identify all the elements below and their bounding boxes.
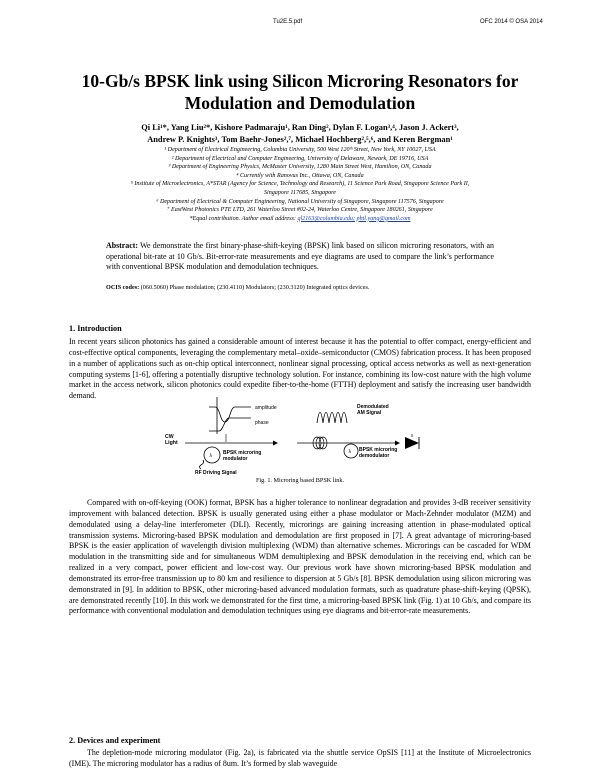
abstract-text: We demonstrate the first binary-phase-shift-keying (BPSK) link based on silicon microring resonators, with an operational bit-rate at 10 Gb/s. Bit-error-rate measurements and eye diagrams are used to compare the link’s performance with conventional BPSK modulation and demodulation techniques. (106, 241, 494, 272)
label-rf-driving-signal: RF Driving Signal (195, 470, 237, 476)
modulator-ring (204, 447, 220, 463)
section-1-paragraph-1: In recent years silicon photonics has gained a considerable amount of interest because it has the potential to offer compact, energy-efficient and cost-effective optical components, leveraging the complementary metal–oxide–semiconductor (CMOS) fabrication process. It has been proposed in a number of applications such as on-chip optical interconnect, nonlinear signal processing, optical access networks as well as next-generation computing systems [1-6], offering a potentially disruptive technology solution. For instance, combining its low-cost nature with the high volume market in the access network, silicon photonics could expedite fiber-to-the-home (FTTH) deployment and satisfy the increasing user bandwidth demand. (69, 337, 531, 401)
ocis-codes: OCIS codes: (060.5060) Phase modulation; (230.4110) Modulators; (230.3120) Integrated optics devices. (106, 284, 370, 291)
section-2-paragraph: The depletion-mode microring modulator (Fig. 2a), is fabricated via the shuttle service OpSIS [11] at the Institute of Microelectronics (IME). The microring modulator has a radius of 8um. It’s formed by slab waveguide (69, 748, 531, 768)
label-demodulator-2: demodulator (359, 453, 390, 459)
label-demodulator-1: BPSK microring (359, 447, 398, 453)
header-conference: OFC 2014 © OSA 2014 (480, 19, 543, 25)
affiliation-4: ⁴ Currently with Ranovus Inc., Ottawa, ON, Canada (236, 172, 364, 179)
affiliation-3: ³ Department of Engineering Physics, McMaster University, 1280 Main Street West, Hamilton, ON, Canada (168, 164, 432, 171)
figure-1-diagram (165, 394, 455, 476)
author-list (60, 122, 540, 146)
section-1-paragraph-2: Compared with on-off-keying (OOK) format, BPSK has a higher tolerance to nonlinear degradation and provides 3-dB receiver sensitivity improvement with balanced detection. BPSK is usually generated using either a phase modulator or Mach-Zehnder modulator (MZM) and demodulated using a delay-line interferometer (DLI). Recently, microrings are gaining increasing attention in phase-modulated optical transmission systems. Microring-based BPSK modulation and demodulation are first proposed in [7]. A great advantage of microring-based BPSK is the easier application of wavelength division multiplexing (WDM) than alternative schemes. Microrings can be cascaded for WDM modulation in the transmitting side and for simultaneous WDM demultiplexing and BPSK demodulation in the receiving end, which can be realized in a very compact, power efficient and low-cost way. Our previous work have shown microring-based BPSK modulation and demonstrated its error-free transmission up to 80 km and resilience to dispersion at 5 Gb/s [8]. BPSK demodulation using silicon microring was demonstrated in [9]. In addition to BPSK, other microring-based advanced modulation formats, such as quadrature phase-shift-keying (QPSK), are demonstrated recently [10]. In this work we demonstrated for the first time, a microring-based BPSK link (Fig. 1) at 10 Gb/s, and compare its performance with conventional modulation and demodulation techniques using eye diagrams and bit-error-rate measurements. (69, 498, 531, 616)
header-filename: Tu2E.5.pdf (273, 19, 303, 25)
ocis-label: OCIS codes: (106, 284, 140, 291)
authors-line-1: Qi Li¹*, Yang Liu²*, Kishore Padmaraju¹, Ran Ding², Dylan F. Logan³,⁴, Jason J. Ackert³, (141, 123, 459, 132)
affiliation-7: ⁷ EastWest Photonics PTE LTD, 261 Waterloo Street #02-24, Waterloo Centre, Singapore 180261, Singapore (167, 207, 433, 214)
label-demod-signal-1: Demodulated (357, 404, 389, 410)
label-demod-signal-2: AM Signal (357, 410, 382, 416)
am-signal-waveform (317, 413, 347, 424)
svg-text:λ: λ (209, 453, 212, 459)
photodetector-icon (405, 434, 419, 449)
svg-text:λ: λ (348, 449, 351, 455)
affiliations (40, 146, 560, 223)
demodulator-ring (344, 444, 358, 458)
affiliation-1: ¹ Department of Electrical Engineering, Columbia University, 500 West 120ᵗʰ Street, New York, NY 10027, USA (164, 147, 436, 153)
section-2-heading: 2. Devices and experiment (69, 736, 161, 745)
affiliation-5: ⁵ Institute of Microelectronics, A*STAR (Agency for Science, Technology and Research), 11 Science Park Road, Singapore Science Park II, (130, 181, 470, 188)
label-amplitude: amplitude (255, 405, 277, 411)
affiliation-6: ⁶ Department of Electrical & Computer Engineering, National University of Singapore, Singapore 117576, Singapore (156, 198, 444, 205)
label-modulator-2: modulator (223, 456, 248, 462)
contribution-note: *Equal contribution. Author email address: ql2163@columbia.edu; phil.yang@gmail.com (189, 215, 411, 222)
section-1-heading: 1. Introduction (69, 324, 122, 333)
abstract (106, 241, 494, 273)
author-email-link[interactable]: ql2163@columbia.edu; phil.yang@gmail.com (297, 215, 411, 222)
label-modulator-1: BPSK microring (223, 450, 262, 456)
paper-title: 10-Gb/s BPSK link using Silicon Microring Resonators for Modulation and Demodulation (81, 71, 519, 113)
label-cw-light-2: Light (165, 440, 178, 446)
authors-line-2: Andrew P. Knights³, Tom Baehr-Jones²,⁷, Michael Hochberg²,⁵,⁶, and Keren Bergman¹ (147, 135, 453, 144)
affiliation-5-cont: Singapore 117685, Singapore (263, 189, 337, 196)
label-phase: phase (255, 420, 269, 426)
abstract-label: Abstract: (106, 241, 138, 250)
affiliation-2: ² Department of Electrical and Computer Engineering, University of Delaware, Newark, DE 19716, USA (171, 155, 429, 162)
figure-1-caption: Fig. 1. Microring based BPSK link. (255, 477, 344, 484)
label-cw-light-1: CW (165, 434, 174, 440)
